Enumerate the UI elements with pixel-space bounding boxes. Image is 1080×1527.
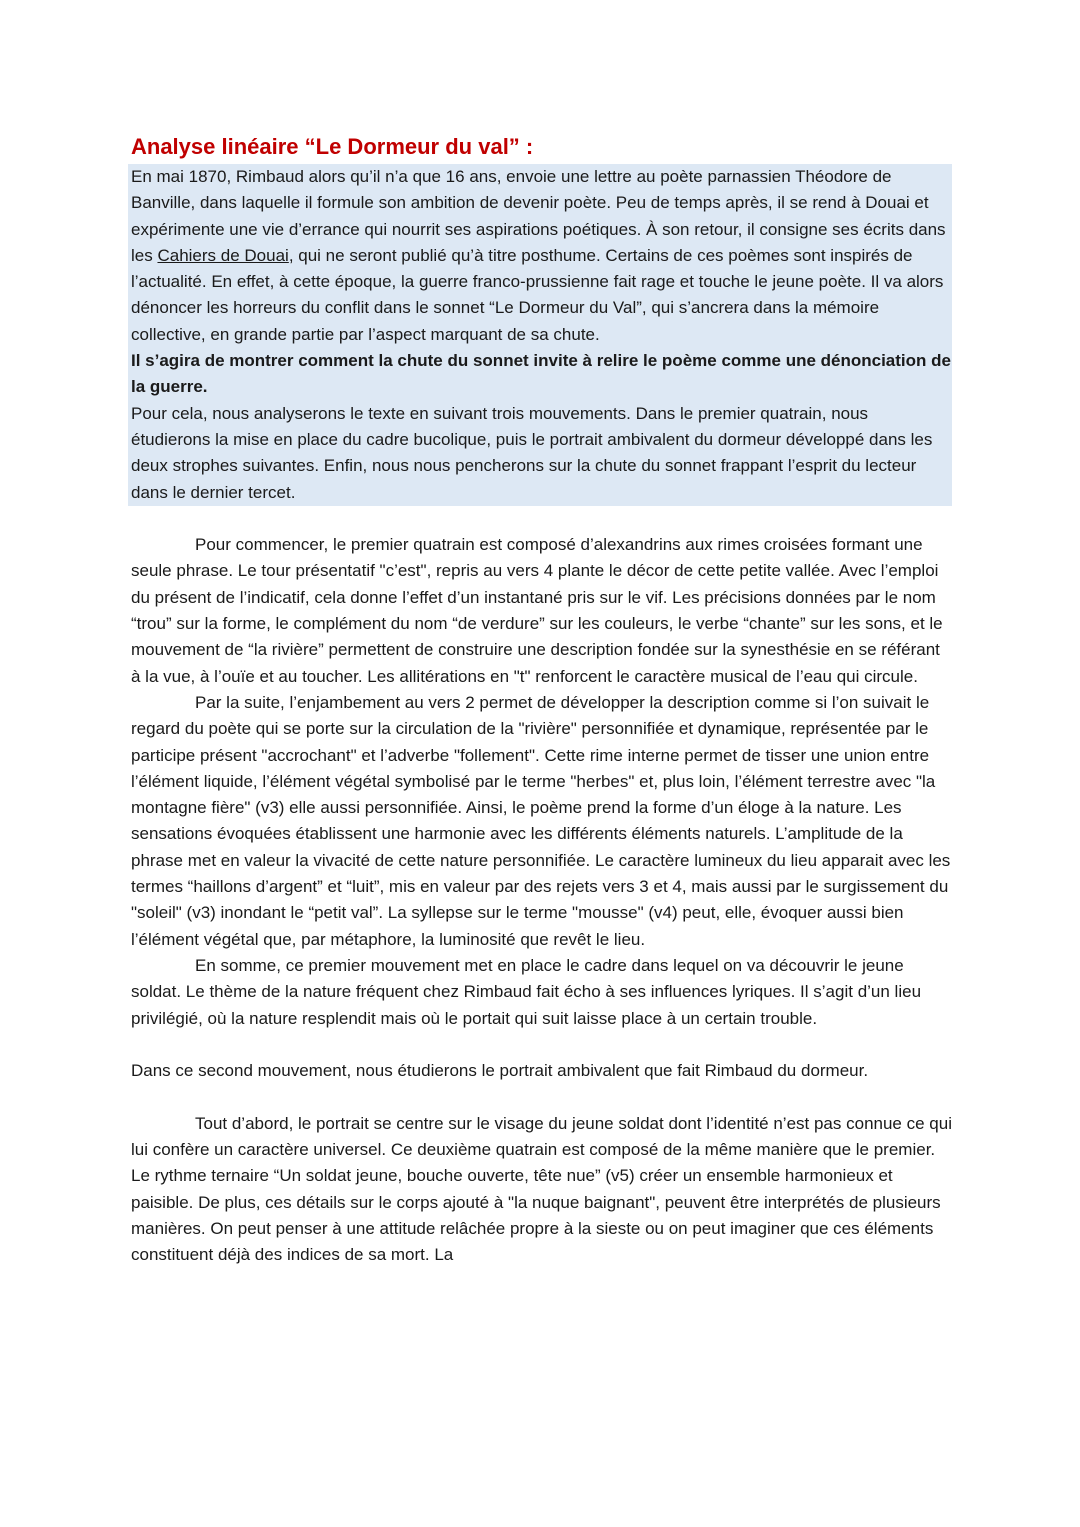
plan-paragraph: Pour cela, nous analyserons le texte en suivant trois mouvements. Dans le premier quatrain, nous étudierons la mise en place du cadre bucolique, puis le portrait ambivalent du dormeur développé dans les deux strophes suivantes. Enfin, nous nous pencherons sur la chute du sonnet frappant l’esprit du lecteur dans le dernier tercet. bbox=[131, 403, 933, 502]
document-body bbox=[131, 130, 952, 1268]
paragraph-en-somme: En somme, ce premier mouvement met en place le cadre dans lequel on va découvrir le jeune soldat. Le thème de la nature fréquent chez Rimbaud fait écho à ses influences lyriques. Il s’agit d’un lieu privilégié, où la nature resplendit mais où le portait qui suit laisse place à un certain trouble. bbox=[131, 955, 922, 1028]
spacer bbox=[131, 1032, 952, 1058]
intro-text-before: En mai 1870, Rimbaud alors qu’il n’a que 16 ans, envoie une lettre au poète parnassien Théodore de Banville, dans laquelle il formule son ambition de devenir poète. Peu de temps après, il se rend à Douai et expérimente une vie d’errance qui nourrit ses aspirations poétiques. À son retour, il consigne ses écrits dans les bbox=[131, 167, 946, 265]
cahiers-de-douai-title: Cahiers de Douai bbox=[157, 245, 289, 265]
spacer bbox=[131, 1084, 952, 1110]
spacer bbox=[131, 506, 952, 532]
analysis-body bbox=[131, 506, 952, 1269]
introduction-block bbox=[128, 164, 952, 506]
problematique: Il s’agira de montrer comment la chute du sonnet invite à relire le poème comme une dénonciation de la guerre. bbox=[131, 351, 951, 397]
intro-text-after: , qui ne seront publié qu’à titre posthume. Certains de ces poèmes sont inspirés de l’actualité. En effet, à cette époque, la guerre franco-prussienne fait rage et touche le jeune poète. Il va alors dénoncer les horreurs du conflit dans le sonnet “Le Dormeur du Val”, qui s’ancrera dans la mémoire collective, en grande partie par l’aspect marquant de sa chute. bbox=[131, 245, 944, 344]
paragraph-premier-quatrain: Pour commencer, le premier quatrain est composé d’alexandrins aux rimes croisées formant une seule phrase. Le tour présentatif "c’est", repris au vers 4 plante le décor de cette petite vallée. Avec l’emploi du présent de l’indicatif, cela donne l’effet d’un instantané pris sur le vif. Les précisions données par le nom “trou” sur la forme, le complément du nom “de verdure” sur les couleurs, le verbe “chante” sur les sons, et le mouvement de “la rivière” permettent de construire une description fondée sur la synesthésie en se référant à la vue, à l’ouïe et au toucher. Les allitérations en "t" renforcent le caractère musical de l’eau qui circule. bbox=[131, 535, 943, 686]
document-title: Analyse linéaire “Le Dormeur du val” : bbox=[131, 134, 534, 159]
intro-paragraph bbox=[131, 164, 952, 348]
paragraph-enjambement: Par la suite, l’enjambement au vers 2 permet de développer la description comme si l’on suivait le regard du poète qui se porte sur la circulation de la "rivière" personnifiée et dynamique, représentée par le participe présent "accrochant" et l’adverbe "follement". Cette rime interne permet de tisser une union entre l’élément liquide, l’élément végétal symbolisé par le terme "herbes" et, plus loin, l’élément terrestre avec "la montagne fière" (v3) elle aussi personnifiée. Ainsi, le poème prend la forme d’un éloge à la nature. Les sensations évoquées établissent une harmonie avec les différents éléments naturels. L’amplitude de la phrase met en valeur la vivacité de cette nature personnifiée. Le caractère lumineux du lieu apparait avec les termes “haillons d’argent” et “luit”, mis en valeur par des rejets vers 3 et 4, mais aussi par le surgissement du "soleil" (v3) inondant le “petit val”. La syllepse sur le terme "mousse" (v4) peut, elle, évoquer aussi bien l’élément végétal que, par métaphore, la luminosité que revêt le lieu. bbox=[131, 692, 951, 949]
paragraph-second-mouvement: Dans ce second mouvement, nous étudierons le portrait ambivalent que fait Rimbaud du dormeur. bbox=[131, 1061, 869, 1081]
paragraph-portrait: Tout d’abord, le portrait se centre sur le visage du jeune soldat dont l’identité n’est pas connue ce qui lui confère un caractère universel. Ce deuxième quatrain est composé de la même manière que le premier. Le rythme ternaire “Un soldat jeune, bouche ouverte, tête nue” (v5) créer un ensemble harmonieux et paisible. De plus, ces détails sur le corps ajouté à "la nuque baignant", peuvent être interprétés de plusieurs manières. On peut penser à une attitude relâchée propre à la sieste ou on peut imaginer que ces éléments constituent déjà des indices de sa mort. La bbox=[131, 1113, 952, 1265]
